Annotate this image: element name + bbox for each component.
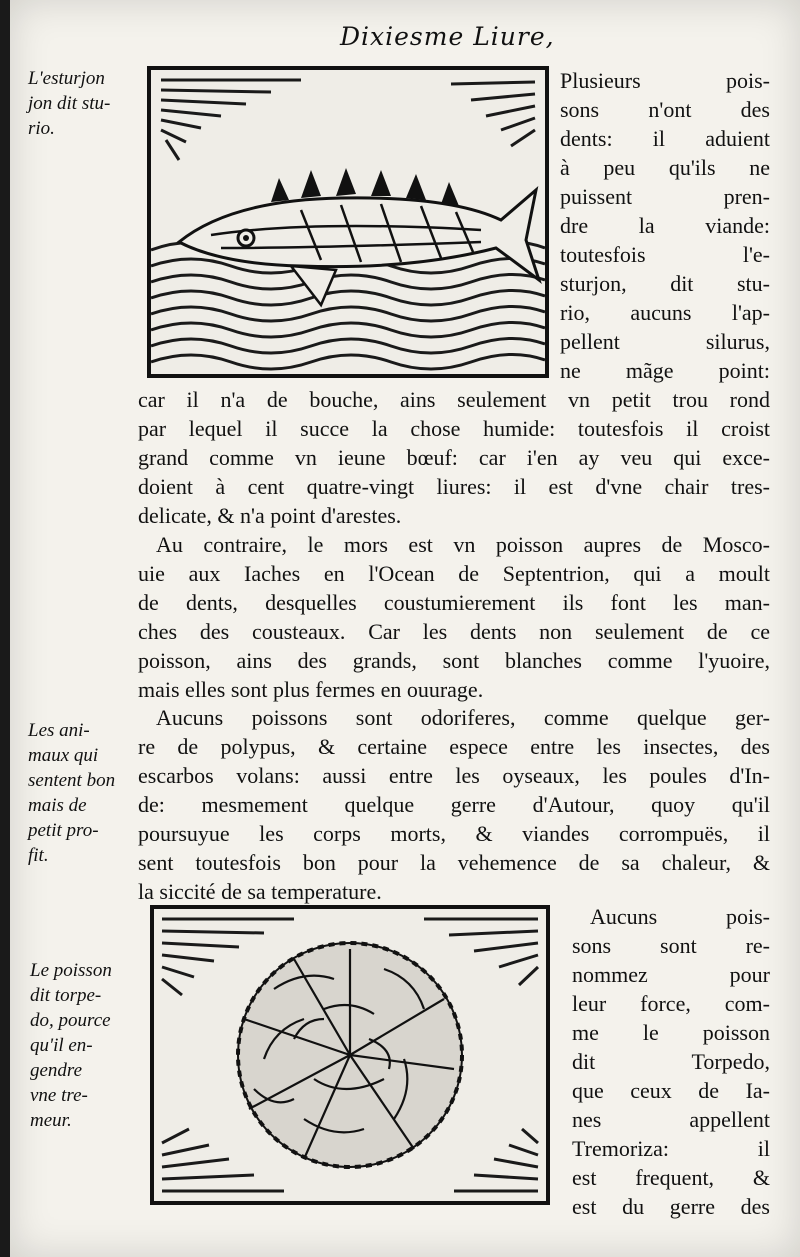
margin-line: rio. [28, 118, 55, 139]
margin-line: vne tre- [30, 1085, 88, 1106]
text-line: est frequent, & [572, 1165, 770, 1190]
text-line: par lequel il succe la chose humide: toutesfois il croist [138, 416, 770, 441]
torpedo-fish-woodcut-icon [154, 909, 546, 1201]
margin-line: jon dit stu- [28, 93, 111, 114]
text-line: uie aux Iaches en l'Ocean de Septentrion, qui a moult [138, 561, 770, 586]
text-line: dents: il aduient [560, 126, 770, 151]
text-line: sturjon, dit stu- [560, 271, 770, 296]
margin-line: do, pource [30, 1010, 111, 1031]
paragraph-sturgeon [138, 385, 770, 530]
sturgeon-woodcut-icon [151, 70, 545, 374]
margin-line: dit torpe- [30, 985, 102, 1006]
margin-line: Le poisson [30, 960, 112, 981]
running-header: Dixiesme Liure, [340, 22, 555, 51]
text-line: ches des cousteaux. Car les dents non seulement de ce [138, 619, 770, 644]
margin-line: mais de [28, 795, 87, 816]
margin-note-animals [28, 718, 143, 868]
text-line: nes appellent [572, 1107, 770, 1132]
margin-note-torpedo [30, 958, 145, 1133]
margin-line: petit pro- [28, 820, 99, 841]
text-line: escarbos volans: aussi entre les oyseaux, les poules d'In- [138, 763, 770, 788]
text-line: dre la viande: [560, 213, 770, 238]
text-line: dit Torpedo, [572, 1049, 770, 1074]
margin-line: Les ani- [28, 720, 90, 741]
text-line: pellent silurus, [560, 329, 770, 354]
paragraph-odoriferous [138, 703, 770, 906]
margin-line: fit. [28, 845, 49, 866]
paragraph-morse [138, 530, 770, 704]
text-line: rio, aucuns l'ap- [560, 300, 770, 325]
margin-line: gendre [30, 1060, 83, 1081]
text-line: la siccité de sa temperature. [138, 879, 382, 904]
text-line: Au contraire, le mors est vn poisson aupres de Mosco- [156, 532, 770, 557]
text-line: car il n'a de bouche, ains seulement vn petit trou rond [138, 387, 770, 412]
text-line: de: mesmement quelque gerre d'Autour, quoy qu'il [138, 792, 770, 817]
text-line: puissent pren- [560, 184, 770, 209]
margin-line: maux qui [28, 745, 99, 766]
margin-line: meur. [30, 1110, 72, 1131]
text-line: ne mãge point: [560, 358, 770, 383]
text-line: poisson, ains des grands, sont blanches comme l'yuoire, [138, 648, 770, 673]
text-line: nommez pour [572, 962, 770, 987]
text-line: sons n'ont des [560, 97, 770, 122]
sturgeon-woodcut [147, 66, 549, 378]
text-line: poursuyue les corps morts, & viandes corrompuës, il [138, 821, 770, 846]
text-line: de dents, desquelles coustumierement ils font les man- [138, 590, 770, 615]
margin-line: L'esturjon [28, 68, 105, 89]
text-line: toutesfois l'e- [560, 242, 770, 267]
text-line: doient à cent quatre-vingt liures: il est d'vne chair tres- [138, 474, 770, 499]
text-line: Aucuns poissons sont odoriferes, comme quelque ger- [156, 705, 770, 730]
column-right-2 [572, 902, 770, 1221]
margin-line: qu'il en- [30, 1035, 93, 1056]
text-line: que ceux de Ia- [572, 1078, 770, 1103]
text-line: leur force, com- [572, 991, 770, 1016]
text-line: mais elles sont plus fermes en ouurage. [138, 677, 484, 702]
text-line: sent toutesfois bon pour la vehemence de sa chaleur, & [138, 850, 770, 875]
text-line: grand comme vn ieune bœuf: car i'en ay veu qui exce- [138, 445, 770, 470]
text-line: re de polypus, & certaine espece entre les insectes, des [138, 734, 770, 759]
book-page [10, 0, 800, 1257]
margin-note-sturgeon [28, 66, 138, 141]
text-line: delicate, & n'a point d'arestes. [138, 503, 402, 528]
column-right-1 [560, 66, 770, 385]
text-line: est du gerre des [572, 1194, 770, 1219]
text-line: Tremoriza: il [572, 1136, 770, 1161]
text-line: sons sont re- [572, 933, 770, 958]
torpedo-woodcut [150, 905, 550, 1205]
margin-line: sentent bon [28, 770, 116, 791]
text-line: à peu qu'ils ne [560, 155, 770, 180]
text-line: Aucuns pois- [590, 904, 770, 929]
text-line: Plusieurs pois- [560, 68, 770, 93]
text-line: me le poisson [572, 1020, 770, 1045]
